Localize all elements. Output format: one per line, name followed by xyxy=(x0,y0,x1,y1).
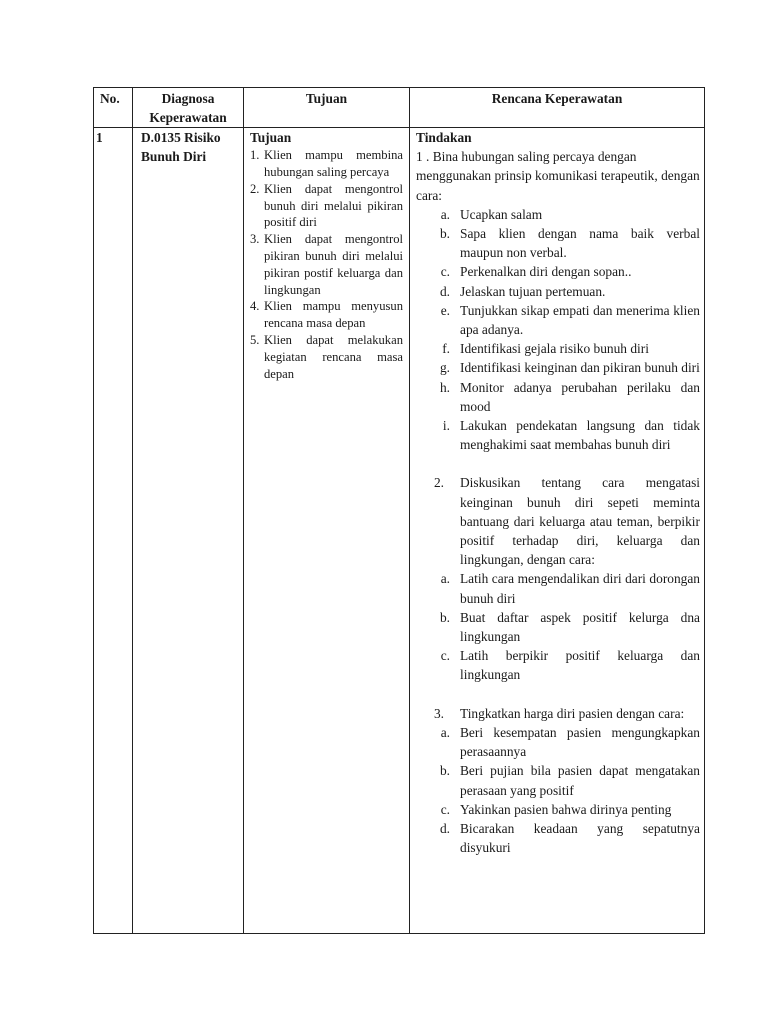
item-letter: a. xyxy=(440,724,450,740)
item-text: Perkenalkan diri dengan sopan.. xyxy=(460,264,632,280)
item-number: 5. xyxy=(250,332,260,347)
item-number: 2. xyxy=(250,181,260,196)
step-2 xyxy=(416,473,700,569)
step-1-text: 1 . Bina hubungan saling percaya dengan menggunakan prinsip komunikasi terapeutik, dengan cara: xyxy=(416,149,700,203)
list-item xyxy=(416,224,700,262)
tujuan-title: Tujuan xyxy=(250,130,292,145)
item-text: Latih cara mengendalikan diri dari dorongan bunuh diri xyxy=(460,571,700,606)
item-text: Klien mampu membina hubungan saling percaya xyxy=(264,148,403,179)
list-item xyxy=(416,569,700,607)
item-text: Lakukan pendekatan langsung dan tidak menghakimi saat membahas bunuh diri xyxy=(460,418,700,453)
item-number: 1. xyxy=(250,148,260,163)
item-text: Klien dapat mengontrol bunuh diri melalui pikiran positif diri xyxy=(264,181,403,230)
item-text: Ucapkan salam xyxy=(460,206,543,222)
list-item xyxy=(416,646,700,684)
list-item xyxy=(416,819,700,857)
item-text: Klien dapat melakukan kegiatan rencana masa depan xyxy=(264,332,403,381)
step-3-list xyxy=(416,723,700,857)
item-letter: d. xyxy=(439,283,450,299)
item-text: Buat daftar aspek positif kelurga dna lingkungan xyxy=(460,609,700,645)
list-item xyxy=(416,262,700,281)
list-item xyxy=(250,181,403,231)
table-row xyxy=(94,128,705,934)
item-text: Sapa klien dengan nama baik verbal maupun non verbal. xyxy=(460,226,700,261)
item-letter: a. xyxy=(440,571,450,587)
list-item xyxy=(416,205,700,224)
item-text: Latih berpikir positif keluarga dan lingkungan xyxy=(460,648,700,683)
step-3 xyxy=(416,704,700,723)
list-item xyxy=(416,358,700,377)
item-text: Tunjukkan sikap empati dan menerima klien apa adanya. xyxy=(460,302,700,338)
list-item xyxy=(250,332,403,382)
item-letter: b. xyxy=(439,226,450,242)
list-item xyxy=(416,608,700,646)
header-no: No. xyxy=(94,88,133,128)
nursing-care-plan-table xyxy=(93,87,705,934)
item-text: Yakinkan pasien bahwa dirinya penting xyxy=(460,801,672,817)
list-item xyxy=(250,231,403,298)
item-letter: b. xyxy=(439,609,450,625)
item-text: Bicarakan keadaan yang sepatutnya disyukuri xyxy=(460,820,700,856)
list-item xyxy=(416,378,700,416)
cell-rencana xyxy=(410,128,705,934)
item-text: Klien mampu menyusun rencana masa depan xyxy=(264,299,403,331)
item-text: Identifikasi keinginan dan pikiran bunuh diri xyxy=(460,360,700,376)
tindakan-title: Tindakan xyxy=(416,130,472,145)
item-letter: d. xyxy=(439,820,450,836)
item-letter: g. xyxy=(439,360,450,376)
item-letter: c. xyxy=(440,801,450,817)
step-text: Tingkatkan harga diri pasien dengan cara: xyxy=(460,705,685,721)
item-letter: c. xyxy=(440,648,450,664)
header-tujuan: Tujuan xyxy=(244,88,410,128)
item-text: Jelaskan tujuan pertemuan. xyxy=(460,283,606,299)
item-letter: a. xyxy=(440,206,450,222)
list-item xyxy=(416,416,700,454)
step-text: Diskusikan tentang cara mengatasi keinginan bunuh diri sepeti meminta bantuang dari keluarga atau teman, berpikir positif terhadap diri, keluarga dan lingkungan, dengan cara: xyxy=(460,475,700,568)
item-text: Monitor adanya perubahan perilaku dan mood xyxy=(460,379,700,414)
list-item xyxy=(250,147,403,181)
step-number: 2. xyxy=(433,475,444,491)
item-text: Beri kesempatan pasien mengungkapkan perasaannya xyxy=(460,724,700,760)
step-number: 3. xyxy=(433,705,444,721)
header-diagnosa: Diagnosa Keperawatan xyxy=(133,88,244,128)
list-item xyxy=(416,761,700,799)
item-text: Klien dapat mengontrol pikiran bunuh diri melalui pikiran postif keluarga dan lingkungan xyxy=(264,232,403,297)
item-letter: b. xyxy=(439,763,450,779)
item-number: 3. xyxy=(250,232,260,247)
list-item xyxy=(250,298,403,332)
header-rencana: Rencana Keperawatan xyxy=(410,88,705,128)
item-text: Beri pujian bila pasien dapat mengatakan perasaan yang positif xyxy=(460,763,700,798)
item-letter: f. xyxy=(442,341,450,357)
list-item xyxy=(416,723,700,761)
list-item xyxy=(416,301,700,339)
header-row xyxy=(94,88,705,128)
step-1-list xyxy=(416,205,700,455)
cell-diagnosa: D.0135 Risiko Bunuh Diri xyxy=(133,128,244,934)
item-letter: i. xyxy=(442,418,450,434)
list-item xyxy=(416,800,700,819)
list-item xyxy=(416,282,700,301)
item-letter: h. xyxy=(439,379,450,395)
cell-tujuan xyxy=(244,128,410,934)
list-item xyxy=(416,339,700,358)
item-letter: e. xyxy=(440,302,450,318)
tujuan-list xyxy=(250,147,403,382)
item-text: Identifikasi gejala risiko bunuh diri xyxy=(460,341,649,357)
step-2-list xyxy=(416,569,700,684)
item-letter: c. xyxy=(440,264,450,280)
cell-no: 1 xyxy=(94,128,133,934)
item-number: 4. xyxy=(250,299,260,314)
